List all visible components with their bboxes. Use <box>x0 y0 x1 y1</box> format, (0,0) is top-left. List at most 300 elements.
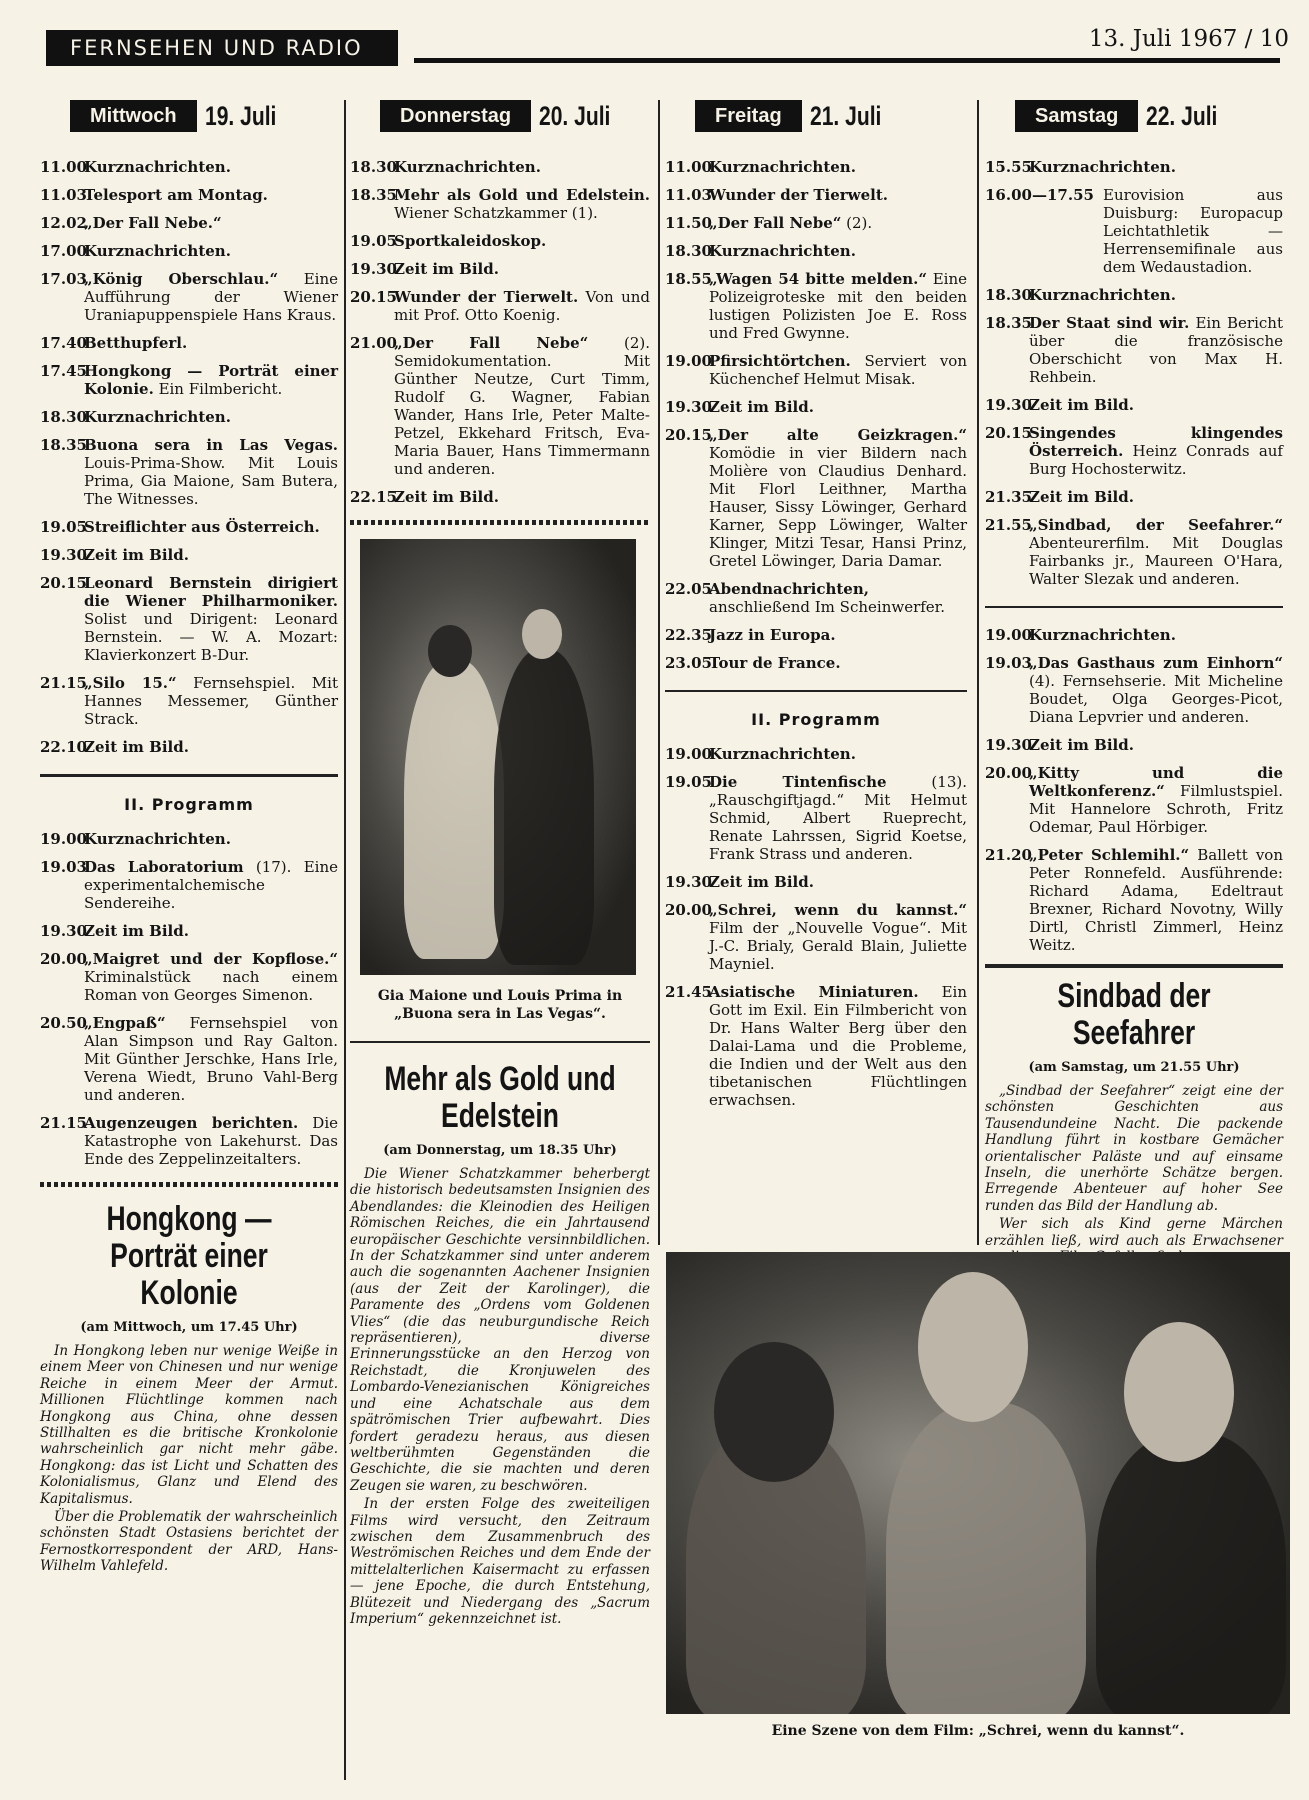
program-details: (2). <box>841 214 873 232</box>
feature-paragraph: In Hongkong leben nur wenige Weiße in einem Meer von Chinesen und nur wenige Reiche in einem Meer der Armut. Millionen Flüchtlinge kommen nach Hongkong aus China, ohne dessen Stillhalten es die britische Kronkolonie wahrscheinlich gar nicht mehr gäbe. Hongkong: das ist Licht und Schatten des Kolonialismus, Glanz und Elend des Kapitalismus. <box>40 1343 338 1507</box>
photo-face <box>714 1342 834 1482</box>
program-description <box>394 186 650 222</box>
photo-caption: Gia Maione und Louis Prima in „Buona sera in Las Vegas“. <box>377 988 623 1022</box>
program-time: 12.02 <box>40 214 87 232</box>
program-time: 18.35 <box>350 186 397 204</box>
program-description <box>84 674 338 728</box>
program-details: Fernsehspiel von Alan Simpson und Ray Galton. Mit Günther Jerschke, Hans Irle, Verena Wiedt, Bruno Vahl-Berg und anderen. <box>84 1014 338 1104</box>
program-time: 19.05 <box>350 232 397 250</box>
program-title: Das Laboratorium <box>84 858 244 876</box>
feature-paragraph: Wer sich als Kind gerne Märchen erzählen ließ, wird auch als Erwachsener <box>985 1216 1283 1249</box>
program-entry <box>985 424 1283 478</box>
program-title: Asiatische Miniaturen. <box>709 983 919 1001</box>
program-time: 22.10 <box>40 738 87 756</box>
program-description <box>394 334 650 478</box>
program-title: Kurznachrichten. <box>84 158 231 176</box>
program-title: Sportkaleidoskop. <box>394 232 547 250</box>
program-title: Zeit im Bild. <box>394 488 499 506</box>
dotted-divider <box>350 520 650 525</box>
program-entry <box>985 286 1283 304</box>
program-time: 17.45 <box>40 362 87 380</box>
program-time: 20.00 <box>985 764 1032 782</box>
program-description <box>84 214 338 232</box>
feature-subtitle: (am Samstag, um 21.55 Uhr) <box>1028 1060 1240 1075</box>
issue-date-page: 13. Juli 1967 / 10 <box>1088 26 1289 52</box>
program-list <box>350 158 650 506</box>
program-details: Fernsehspiel. Mit Hannes Messemer, Günther Strack. <box>84 674 338 728</box>
feature-subtitle: (am Donnerstag, um 18.35 Uhr) <box>383 1143 617 1158</box>
program-details: Wiener Schatzkammer (1). <box>394 204 598 222</box>
program-entry <box>40 214 338 232</box>
feature-paragraph: Die Wiener Schatzkammer beherbergt die historisch bedeutsamsten Insignien des Abendlandes: die Kleinodien des Heiligen Römischen Reiches, die ein Jahrtausend europäischer Geschichte versinnbildlichen. In der Schatzkammer sind unter anderem auch die sogenannten Aachener Insignien (aus der Zeit der Karolinger), die Paramente des „Ordens vom Goldenen Vlies“ (die das neuburgundische Reich repräsentieren), diverse Erinnerungsstücke an den Herzog von Reichstadt, die Kronjuwelen des Lombardo-Venezianischen Königreiches und eine Achatschale aus dem spätrömischen Trier aufbewahrt. Dies fordert geradezu heraus, aus diesen weltberühmten Gegenständen die Geschichte, die sie machten und deren Zeugen sie waren, zu beschwören. <box>350 1166 650 1494</box>
program-time: 21.55 <box>985 516 1032 534</box>
program-description <box>1029 424 1283 478</box>
column-rule <box>658 100 660 1245</box>
feature-body <box>40 1343 338 1575</box>
feature-title: Sindbad der Seefahrer <box>1057 977 1211 1052</box>
program-title: „Der Fall Nebe“ <box>709 214 842 232</box>
program-title: Jazz in Europa. <box>709 626 836 644</box>
program-entry <box>985 654 1283 726</box>
program-entry <box>40 922 338 940</box>
program-title: Zeit im Bild. <box>84 546 189 564</box>
program-description <box>394 488 650 506</box>
program-title: Kurznachrichten. <box>84 242 231 260</box>
program-title: Zeit im Bild. <box>84 922 189 940</box>
program-time: 19.30 <box>665 873 712 891</box>
program-description <box>84 408 338 426</box>
program-description <box>709 186 967 204</box>
program-description <box>84 334 338 352</box>
program-description <box>709 158 967 176</box>
program-description <box>84 574 338 664</box>
program-time: 17.40 <box>40 334 87 352</box>
program-entry <box>40 1114 338 1168</box>
program-entry <box>40 334 338 352</box>
program-title: Singendes klingendes Österreich. <box>1029 424 1283 460</box>
program-title: Kurznachrichten. <box>1029 626 1176 644</box>
program-entry <box>40 408 338 426</box>
program-entry <box>665 773 967 863</box>
program-details: Ein Filmbericht. <box>153 380 283 398</box>
program-entry <box>985 158 1283 176</box>
program-title: „Schrei, wenn du kannst.“ <box>709 901 967 919</box>
program-time: 21.45 <box>665 983 712 1001</box>
program-description <box>709 352 967 388</box>
program-description <box>1029 488 1283 506</box>
program-description <box>84 362 338 398</box>
program-entry <box>40 436 338 508</box>
program-time: 21.20 <box>985 846 1032 864</box>
program-title: Kurznachrichten. <box>709 242 856 260</box>
program-entry <box>985 736 1283 754</box>
program-time: 22.05 <box>665 580 712 598</box>
day-badge: Donnerstag <box>380 100 531 132</box>
divider <box>985 964 1283 968</box>
program-title: Zeit im Bild. <box>1029 736 1134 754</box>
program-entry <box>40 674 338 728</box>
program-entry <box>40 546 338 564</box>
section-label: FERNSEHEN UND RADIO <box>46 30 398 66</box>
program-time: 22.35 <box>665 626 712 644</box>
program-description <box>84 186 338 204</box>
photo-figure <box>404 659 504 959</box>
program-entry <box>40 362 338 398</box>
program-description <box>1029 158 1283 176</box>
program-entry <box>985 396 1283 414</box>
program-time: 18.30 <box>40 408 87 426</box>
program-entry <box>665 654 967 672</box>
program-entry <box>665 398 967 416</box>
program-details: Ein Bericht über die französische Oberschicht von Max H. Rehbein. <box>1029 314 1283 386</box>
divider <box>985 606 1283 608</box>
program-time: 18.30 <box>350 158 397 176</box>
program-title: Kurznachrichten. <box>709 745 856 763</box>
program-time: 19.30 <box>985 736 1032 754</box>
program-title: Wunder der Tierwelt. <box>709 186 888 204</box>
program-entry <box>665 580 967 616</box>
program-details: Eurovision aus Duisburg: Europacup Leichtathletik — Herrensemifinale aus dem Wedaustadion. <box>1103 186 1283 276</box>
program-time: 18.55 <box>665 270 712 288</box>
program-title: Telesport am Montag. <box>84 186 268 204</box>
program-title: „Wagen 54 bitte melden.“ <box>709 270 927 288</box>
program-time: 11.00 <box>40 158 87 176</box>
second-program-list <box>985 626 1283 954</box>
program-description <box>709 745 967 763</box>
program-time: 19.30 <box>350 260 397 278</box>
program-description <box>1029 314 1283 386</box>
program-description <box>709 901 967 973</box>
program-entry <box>350 158 650 176</box>
program-title: Streiflichter aus Österreich. <box>84 518 320 536</box>
program-details: (4). Fernsehserie. Mit Micheline Boudet, Olga Georges-Picot, Diana Lepvrier und anderen. <box>1029 672 1283 726</box>
program-time: 22.15 <box>350 488 397 506</box>
program-description <box>1029 846 1283 954</box>
program-entry <box>985 488 1283 506</box>
day-header <box>695 100 967 132</box>
program-description <box>709 873 967 891</box>
program-description <box>709 270 967 342</box>
program-entry <box>350 186 650 222</box>
program-time: 18.35 <box>985 314 1032 332</box>
program-title: Buona sera in Las Vegas. <box>84 436 338 454</box>
program-entry <box>665 983 967 1109</box>
feature-title: Hongkong — Porträt einer Kolonie <box>106 1200 272 1312</box>
program-time: 19.00 <box>40 830 87 848</box>
program-description <box>394 158 650 176</box>
photo-face <box>522 609 562 659</box>
photo-buona-sera <box>360 539 636 975</box>
program-entry <box>665 242 967 260</box>
program-description <box>84 270 338 324</box>
program-time: 18.30 <box>985 286 1032 304</box>
program-time: 11.03 <box>665 186 712 204</box>
program-title: Wunder der Tierwelt. <box>394 288 579 306</box>
feature-subtitle: (am Mittwoch, um 17.45 Uhr) <box>80 1320 298 1335</box>
program-entry <box>985 186 1283 276</box>
program-title: „Der Fall Nebe“ <box>394 334 589 352</box>
second-program-heading: II. Programm <box>124 795 254 814</box>
program-entry <box>40 270 338 324</box>
program-details: Eine Aufführung der Wiener Uraniapuppenspiele Hans Kraus. <box>84 270 338 324</box>
program-description <box>84 436 338 508</box>
program-time: 20.00 <box>665 901 712 919</box>
program-entry <box>350 232 650 250</box>
program-title: Kurznachrichten. <box>84 408 231 426</box>
program-description <box>709 580 967 616</box>
program-title: Zeit im Bild. <box>1029 396 1134 414</box>
program-title: „Kitty und die Weltkonferenz.“ <box>1029 764 1283 800</box>
feature-title: Mehr als Gold und Edelstein <box>384 1060 616 1135</box>
program-description <box>84 1014 338 1104</box>
program-title: Pfirsichtörtchen. <box>709 352 851 370</box>
photo-face <box>1124 1322 1234 1462</box>
program-title: „Peter Schlemihl.“ <box>1029 846 1190 864</box>
program-entry <box>40 186 338 204</box>
program-time: 19.00 <box>665 745 712 763</box>
program-details: Louis-Prima-Show. Mit Louis Prima, Gia Maione, Sam Butera, The Witnesses. <box>84 454 338 508</box>
program-entry <box>665 745 967 763</box>
program-time: 17.00 <box>40 242 87 260</box>
program-title: Zeit im Bild. <box>709 398 814 416</box>
program-title: Der Staat sind wir. <box>1029 314 1190 332</box>
program-description <box>84 518 338 536</box>
program-details: Ein Gott im Exil. Ein Filmbericht von Dr. Hans Walter Berg über den Dalai-Lama und die Probleme, die Indien und der Welt aus den tibetanischen Flüchtlingen erwachsen. <box>709 983 967 1109</box>
day-date: 19. Juli <box>204 100 277 131</box>
program-list <box>665 158 967 672</box>
program-description <box>84 830 338 848</box>
program-description <box>84 858 338 912</box>
photo-schrei-wenn-du-kannst <box>666 1252 1290 1714</box>
program-time: 19.30 <box>40 546 87 564</box>
program-details: Kriminalstück nach einem Roman von Georges Simenon. <box>84 968 338 1004</box>
program-title: „Maigret und der Kopflose.“ <box>84 950 338 968</box>
program-details: (17). Eine experimentalchemische Sendereihe. <box>84 858 338 912</box>
program-time: 16.00—17.55 <box>985 186 1094 204</box>
column-rule <box>977 100 979 1245</box>
program-entry <box>40 242 338 260</box>
program-title: Mehr als Gold und Edelstein. <box>394 186 650 204</box>
program-title: „Der alte Geizkragen.“ <box>709 426 967 444</box>
day-badge: Mittwoch <box>70 100 197 132</box>
program-entry <box>985 314 1283 386</box>
program-time: 18.35 <box>40 436 87 454</box>
program-time: 19.00 <box>665 352 712 370</box>
program-entry <box>985 516 1283 588</box>
program-time: 20.00 <box>40 950 87 968</box>
program-details: Abenteurerfilm. Mit Douglas Fairbanks jr., Maureen O'Hara, Walter Slezak und anderen. <box>1029 534 1283 588</box>
program-details: Die Katastrophe von Lakehurst. Das Ende des Zeppelinzeitalters. <box>84 1114 338 1168</box>
program-title: Kurznachrichten. <box>1029 158 1176 176</box>
program-description <box>84 922 338 940</box>
column-mittwoch <box>40 100 338 1577</box>
program-time: 19.30 <box>985 396 1032 414</box>
program-description <box>394 232 650 250</box>
program-details: Komödie in vier Bildern nach Molière von Claudius Denhard. Mit Florl Leithner, Martha Hauser, Sissy Löwinger, Gerhard Karner, Sepp Löwinger, Walter Klinger, Mitzi Tesar, Hansi Prinz, Gretel Löwinger, Daria Damar. <box>709 444 967 570</box>
program-entry <box>665 626 967 644</box>
feature-paragraph: In der ersten Folge des zweiteiligen Films wird versucht, den Zeitraum zwischen dem Zusammenbruch des Weströmischen Reiches und dem Ende der mittelalterlichen Kaisermacht zu erfassen — jene Epoche, die durch Entstehung, Blütezeit und Niedergang des „Sacrum Imperium“ gekennzeichnet ist. <box>350 1496 650 1627</box>
program-title: Kurznachrichten. <box>1029 286 1176 304</box>
second-program-list <box>665 745 967 1109</box>
program-entry <box>985 846 1283 954</box>
program-entry <box>40 738 338 756</box>
program-description <box>394 260 650 278</box>
program-entry <box>665 186 967 204</box>
program-title: „Engpaß“ <box>84 1014 166 1032</box>
program-title: Kurznachrichten. <box>394 158 541 176</box>
program-entry <box>665 352 967 388</box>
program-details: Film der „Nouvelle Vogue“. Mit J.-C. Brialy, Gerald Blain, Juliette Mayniel. <box>709 919 967 973</box>
masthead-rule <box>414 58 1280 63</box>
program-entry <box>40 950 338 1004</box>
program-entry <box>665 214 967 232</box>
program-entry <box>350 334 650 478</box>
program-entry <box>985 764 1283 836</box>
program-title: Betthupferl. <box>84 334 188 352</box>
program-title: Leonard Bernstein dirigiert die Wiener Philharmoniker. <box>84 574 338 610</box>
program-entry <box>665 873 967 891</box>
photo-figure <box>1096 1432 1286 1714</box>
program-description <box>394 288 650 324</box>
photo-figure <box>886 1402 1086 1714</box>
program-description <box>709 426 967 570</box>
program-entry <box>350 288 650 324</box>
program-time: 11.00 <box>665 158 712 176</box>
program-time: 11.03 <box>40 186 87 204</box>
photo-caption: Eine Szene von dem Film: „Schrei, wenn du kannst“. <box>771 1723 1185 1739</box>
program-details: Von und mit Prof. Otto Koenig. <box>394 288 650 324</box>
program-description <box>709 242 967 260</box>
program-title: Abendnachrichten, <box>709 580 869 598</box>
program-description <box>709 654 967 672</box>
program-title: „Sindbad, der Seefahrer.“ <box>1029 516 1283 534</box>
program-entry <box>665 901 967 973</box>
program-time: 17.03 <box>40 270 87 288</box>
day-date: 21. Juli <box>809 100 882 131</box>
program-time: 19.05 <box>665 773 712 791</box>
program-details: Solist und Dirigent: Leonard Bernstein. — W. A. Mozart: Klavierkonzert B-Dur. <box>84 610 338 664</box>
program-list <box>40 158 338 756</box>
program-time: 20.50 <box>40 1014 87 1032</box>
program-title: „König Oberschlau.“ <box>84 270 279 288</box>
program-title: Zeit im Bild. <box>394 260 499 278</box>
program-description <box>1029 396 1283 414</box>
program-description <box>1029 516 1283 588</box>
feature-body <box>985 1083 1283 1265</box>
program-description <box>84 242 338 260</box>
divider <box>665 690 967 692</box>
day-date: 22. Juli <box>1146 100 1218 131</box>
program-description <box>1029 626 1283 644</box>
program-title: Hongkong — Porträt einer Kolonie. <box>84 362 338 398</box>
program-details: Ballett von Peter Ronnefeld. Ausführende: Richard Adama, Edeltraut Brexner, Richard Novotny, Willy Dirtl, Christl Zimmerl, Heinz Weitz. <box>1029 846 1283 954</box>
second-program-list <box>40 830 338 1168</box>
program-time: 21.00 <box>350 334 397 352</box>
program-time: 19.00 <box>985 626 1032 644</box>
program-time: 15.55 <box>985 158 1032 176</box>
program-details: anschließend Im Scheinwerfer. <box>709 598 945 616</box>
program-description <box>709 626 967 644</box>
day-header <box>1015 100 1283 132</box>
program-description <box>1029 764 1283 836</box>
photo-face <box>428 625 472 677</box>
program-time: 19.03 <box>985 654 1032 672</box>
program-title: „Der Fall Nebe.“ <box>84 214 222 232</box>
program-title: Zeit im Bild. <box>84 738 189 756</box>
program-details: (2). Semidokumentation. Mit Günther Neutze, Curt Timm, Rudolf G. Wagner, Fabian Wander, Hans Irle, Peter Malte-Petzel, Ekkehard Fritsch, Eva-Maria Bauer, Hans Timmermann und anderen. <box>394 334 650 478</box>
program-description <box>84 950 338 1004</box>
program-description <box>709 773 967 863</box>
program-entry <box>40 1014 338 1104</box>
program-entry <box>40 158 338 176</box>
day-badge: Freitag <box>695 100 802 132</box>
program-time: 19.30 <box>665 398 712 416</box>
divider <box>40 774 338 777</box>
program-time: 20.15 <box>985 424 1032 442</box>
program-time: 21.15 <box>40 1114 87 1132</box>
program-description <box>709 214 967 232</box>
program-description <box>84 158 338 176</box>
program-time: 19.30 <box>40 922 87 940</box>
column-freitag <box>665 100 967 1119</box>
program-title: „Silo 15.“ <box>84 674 177 692</box>
program-description <box>1103 186 1283 276</box>
program-time: 18.30 <box>665 242 712 260</box>
program-entry <box>665 158 967 176</box>
day-date: 20. Juli <box>539 100 611 131</box>
program-title: Die Tintenfische <box>709 773 887 791</box>
program-time: 20.15 <box>665 426 712 444</box>
program-time: 21.15 <box>40 674 87 692</box>
program-entry <box>40 858 338 912</box>
program-entry <box>40 830 338 848</box>
program-time: 20.15 <box>350 288 397 306</box>
program-time: 23.05 <box>665 654 712 672</box>
program-title: Zeit im Bild. <box>1029 488 1134 506</box>
program-time: 21.35 <box>985 488 1032 506</box>
program-entry <box>350 488 650 506</box>
program-description <box>1029 654 1283 726</box>
program-title: „Das Gasthaus zum Einhorn“ <box>1029 654 1283 672</box>
program-time: 11.50 <box>665 214 712 232</box>
program-time: 19.05 <box>40 518 87 536</box>
column-samstag <box>985 100 1283 1267</box>
program-time: 20.15 <box>40 574 87 592</box>
program-title: Kurznachrichten. <box>709 158 856 176</box>
program-time: 19.03 <box>40 858 87 876</box>
program-entry <box>40 574 338 664</box>
program-description <box>84 1114 338 1168</box>
program-title: Tour de France. <box>709 654 841 672</box>
column-donnerstag <box>350 100 650 1629</box>
program-list <box>985 158 1283 588</box>
dotted-divider <box>40 1182 338 1187</box>
program-details: (13). „Rauschgiftjagd.“ Mit Helmut Schmid, Albert Rueprecht, Renate Lahrssen, Sigrid Koetse, Frank Strass und anderen. <box>709 773 967 863</box>
program-title: Augenzeugen berichten. <box>84 1114 299 1132</box>
feature-paragraph: Über die Problematik der wahrscheinlich schönsten Stadt Ostasiens berichtet der Fernostkorrespondent der ARD, Hans-Wilhelm Vahlefeld. <box>40 1509 338 1575</box>
day-badge: Samstag <box>1015 100 1138 132</box>
program-details: Eine Polizeigroteske mit den beiden lustigen Polizisten Joe E. Ross und Fred Gwynne. <box>709 270 967 342</box>
program-entry <box>665 270 967 342</box>
second-program-heading: II. Programm <box>751 710 881 729</box>
day-header <box>380 100 650 132</box>
photo-figure <box>494 649 594 965</box>
program-details: Filmlustspiel. Mit Hannelore Schroth, Fritz Odemar, Paul Hörbiger. <box>1029 782 1283 836</box>
feature-paragraph: „Sindbad der Seefahrer“ zeigt eine der schönsten Geschichten aus Tausendundeine Nacht. Die packende Handlung führt in kostbare Gemächer orientalischer Paläste und auf einsame Inseln, die unerhörte Schätze bergen. Erregende Abenteuer auf hoher See runden das Bild der Handlung ab. <box>985 1083 1283 1214</box>
program-description <box>1029 736 1283 754</box>
program-description <box>84 546 338 564</box>
program-title: Kurznachrichten. <box>84 830 231 848</box>
